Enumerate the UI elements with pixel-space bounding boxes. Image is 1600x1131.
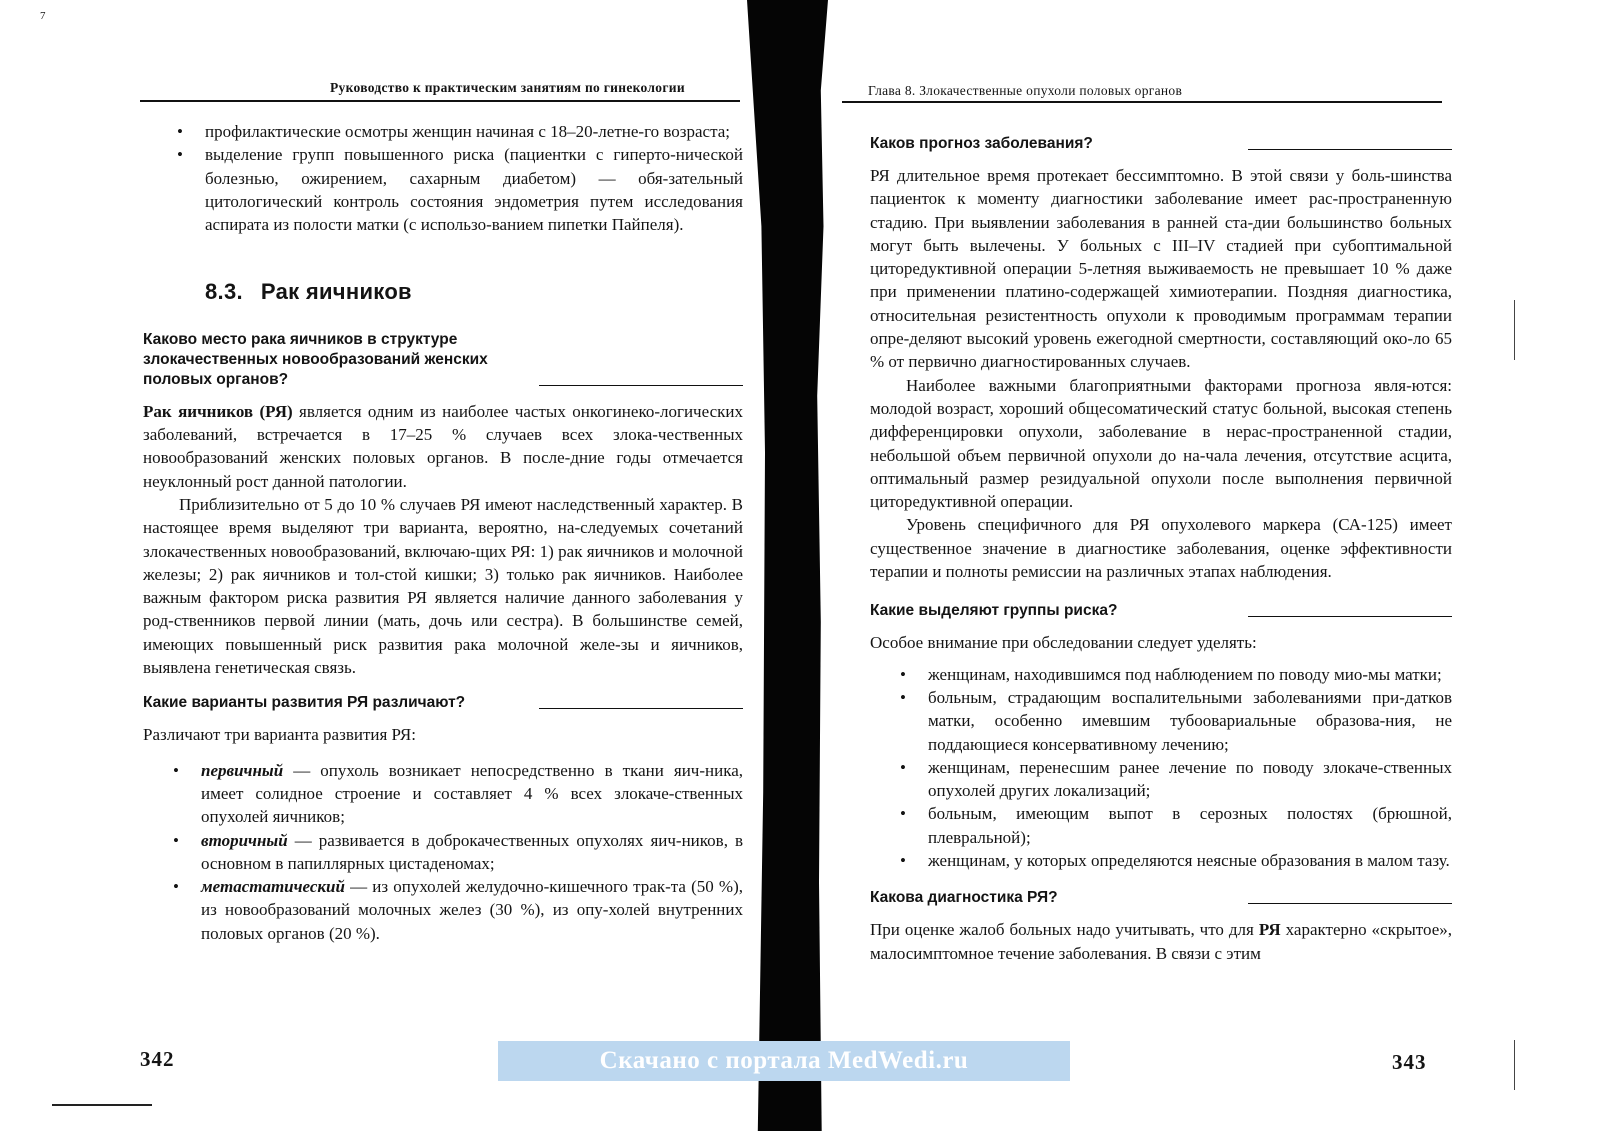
question-rule xyxy=(1248,149,1452,150)
list-item: • профилактические осмотры женщин начиная с 18–20-летне-го возраста; xyxy=(205,120,743,143)
page-number-right: 343 xyxy=(1392,1050,1427,1074)
term-bold: РЯ xyxy=(1258,920,1281,940)
header-rule-left xyxy=(140,100,740,102)
question-text: Какие варианты развития РЯ различают? xyxy=(143,694,466,712)
list-item: • выделение групп повышенного риска (пациентки с гиперто-нической болезнью, ожирением, сахарным диабетом) — обя-зательный цитологический контроль состояния эндометрия путем исследования аспирата из полости матки (с использо-ванием пипетки Пайпеля). xyxy=(205,143,743,236)
list-item: • больным, страдающим воспалительными заболеваниями при-датков матки, особенно имевшим тубоовариальные образова-ния, не поддающиеся консервативному лечению; xyxy=(928,686,1452,756)
term-bold: Рак яичников (РЯ) xyxy=(143,401,293,421)
question-heading xyxy=(870,134,1452,154)
question-rule xyxy=(1248,903,1452,904)
list-item: • женщинам, перенесшим ранее лечение по поводу злокаче-ственных опухолей других локализаций; xyxy=(928,756,1452,803)
paragraph: Уровень специфичного для РЯ опухолевого маркера (СА-125) имеет существенное значение в диагностике заболевания, оценке эффективности терапии и полноты ремиссии на различных этапах наблюдения. xyxy=(870,515,1452,582)
scan-artifact xyxy=(1514,300,1515,360)
question-rule xyxy=(539,385,743,386)
paragraph xyxy=(870,918,1452,965)
list-item xyxy=(201,829,743,876)
section-title: Рак яичников xyxy=(260,279,412,305)
list-item: • женщинам, находившимся под наблюдением по поводу мио-мы матки; xyxy=(928,663,1452,686)
paragraph: РЯ длительное время протекает бессимптомно. В этой связи у боль-шинства пациенток к моменту диагностики заболевание имеет рас-пространенную стадию. При выявлении заболевания в ранней ста-дии большинство больных могут быть вылечены. У больных с III–IV стадией при субоптимальной циторедуктивной операции 5-летняя выживаемость не превышает 10 % даже при применении платино-содержащей химиотерапии. Поздняя диагностика, относительная резистентность опухоли к проводимым программам терапии опре-деляют высокий уровень ежегодной смертности, составляющий око-ло 65 % от первично диагностированных случаев. xyxy=(870,166,1452,372)
watermark-banner: Скачано с портала MedWedi.ru xyxy=(498,1041,1070,1081)
risk-groups-list xyxy=(870,663,1452,873)
running-head-left: Руководство к практическим занятиям по гинекологии xyxy=(330,80,685,95)
corner-mark: 7 xyxy=(40,10,46,22)
list-item xyxy=(201,875,743,945)
prevention-list xyxy=(143,120,743,236)
term-italic: метастатический xyxy=(201,877,345,897)
question-text: Какова диагностика РЯ? xyxy=(870,889,1058,907)
paragraph: Различают три варианта развития РЯ: xyxy=(143,725,416,745)
question-text: Каков прогноз заболевания? xyxy=(870,135,1093,152)
page-number-left: 342 xyxy=(140,1047,175,1071)
section-number: 8.3. xyxy=(205,279,243,305)
header-rule-right xyxy=(842,101,1442,103)
list-item: • больным, имеющим выпот в серозных полостях (брюшной, плевральной); xyxy=(928,802,1452,849)
section-heading xyxy=(205,280,743,303)
list-item-text: — из опухолей желудочно-кишечного трак-та (50 %), из новообразований молочных желез (30 %), из опу-холей внутренних половых органов (20 %). xyxy=(201,877,743,943)
question-rule xyxy=(1248,616,1452,617)
question-text: Какие выделяют группы риска? xyxy=(870,602,1118,620)
scan-artifact xyxy=(1514,1040,1515,1090)
question-heading xyxy=(143,693,743,713)
paragraph: Приблизительно от 5 до 10 % случаев РЯ имеют наследственный характер. В настоящее время выделяют три варианта, вероятно, на-следуемых сочетаний злокачественных новообразований, включаю-щих РЯ: 1) рак яичников и молочной железы; 2) рак яичников и тол-стой кишки; 3) только рак яичников. Наиболее важным фактором риска развития РЯ является наличие данного заболевания у род-ственников первой линии (мать, дочь или сестра). В большинстве семей, имеющих повышенный риск развития рака молочной желе-зы и яичников, выявлена генетическая связь. xyxy=(143,494,743,678)
term-italic: вторичный xyxy=(201,830,288,850)
list-item-text: — развивается в доброкачественных опухолях яич-ников, в основном в папиллярных цистаденомах; xyxy=(201,830,743,873)
list-item: • женщинам, у которых определяются неясные образования в малом тазу. xyxy=(928,849,1452,872)
paragraph-text: характерно «скрытое», малосимптомное течение заболевания. В связи с этим xyxy=(870,920,1452,963)
paragraph xyxy=(143,400,743,493)
question-rule xyxy=(539,708,743,709)
term-italic: первичный xyxy=(201,760,284,780)
paragraph: Наиболее важными благоприятными факторами прогноза явля-ются: молодой возраст, хороший общесоматический статус больной, высокая степень дифференцировки опухоли, заболевание в нерас-пространенной стадии, небольшой объем первичной опухоли до на-чала лечения, отсутствие асцита, оптимальный размер резидуальной опухоли после выполнения первичной циторедуктивной операции. xyxy=(870,375,1452,512)
list-item xyxy=(201,759,743,829)
paragraph-text: При оценке жалоб больных надо учитывать, что для xyxy=(870,920,1259,940)
question-heading xyxy=(870,888,1452,908)
right-column xyxy=(870,120,1452,965)
question-heading xyxy=(143,330,743,390)
running-head-right: Глава 8. Злокачественные опухоли половых органов xyxy=(868,83,1183,98)
left-column xyxy=(143,120,743,945)
paragraph: Особое внимание при обследовании следует уделять: xyxy=(870,633,1257,653)
variants-list xyxy=(143,759,743,945)
list-item-text: — опухоль возникает непосредственно в ткани яич-ника, имеет солидное строение и составляет 4 % всех злокаче-ственных опухолей яичников; xyxy=(201,760,743,827)
right-page xyxy=(826,0,1600,1131)
question-heading xyxy=(870,601,1452,621)
scan-artifact xyxy=(52,1104,152,1106)
question-text: Каково место рака яичников в структуре злокачественных новообразований женских половых органов? xyxy=(143,330,488,388)
left-page xyxy=(0,0,760,1131)
paragraph-text: является одним из наиболее частых онкогинеко-логических заболеваний, встречается в 17–25 % случаев всех злока-чественных новообразований женских половых органов. В после-дние годы отмечается неуклонный рост данной патологии. xyxy=(143,401,743,491)
